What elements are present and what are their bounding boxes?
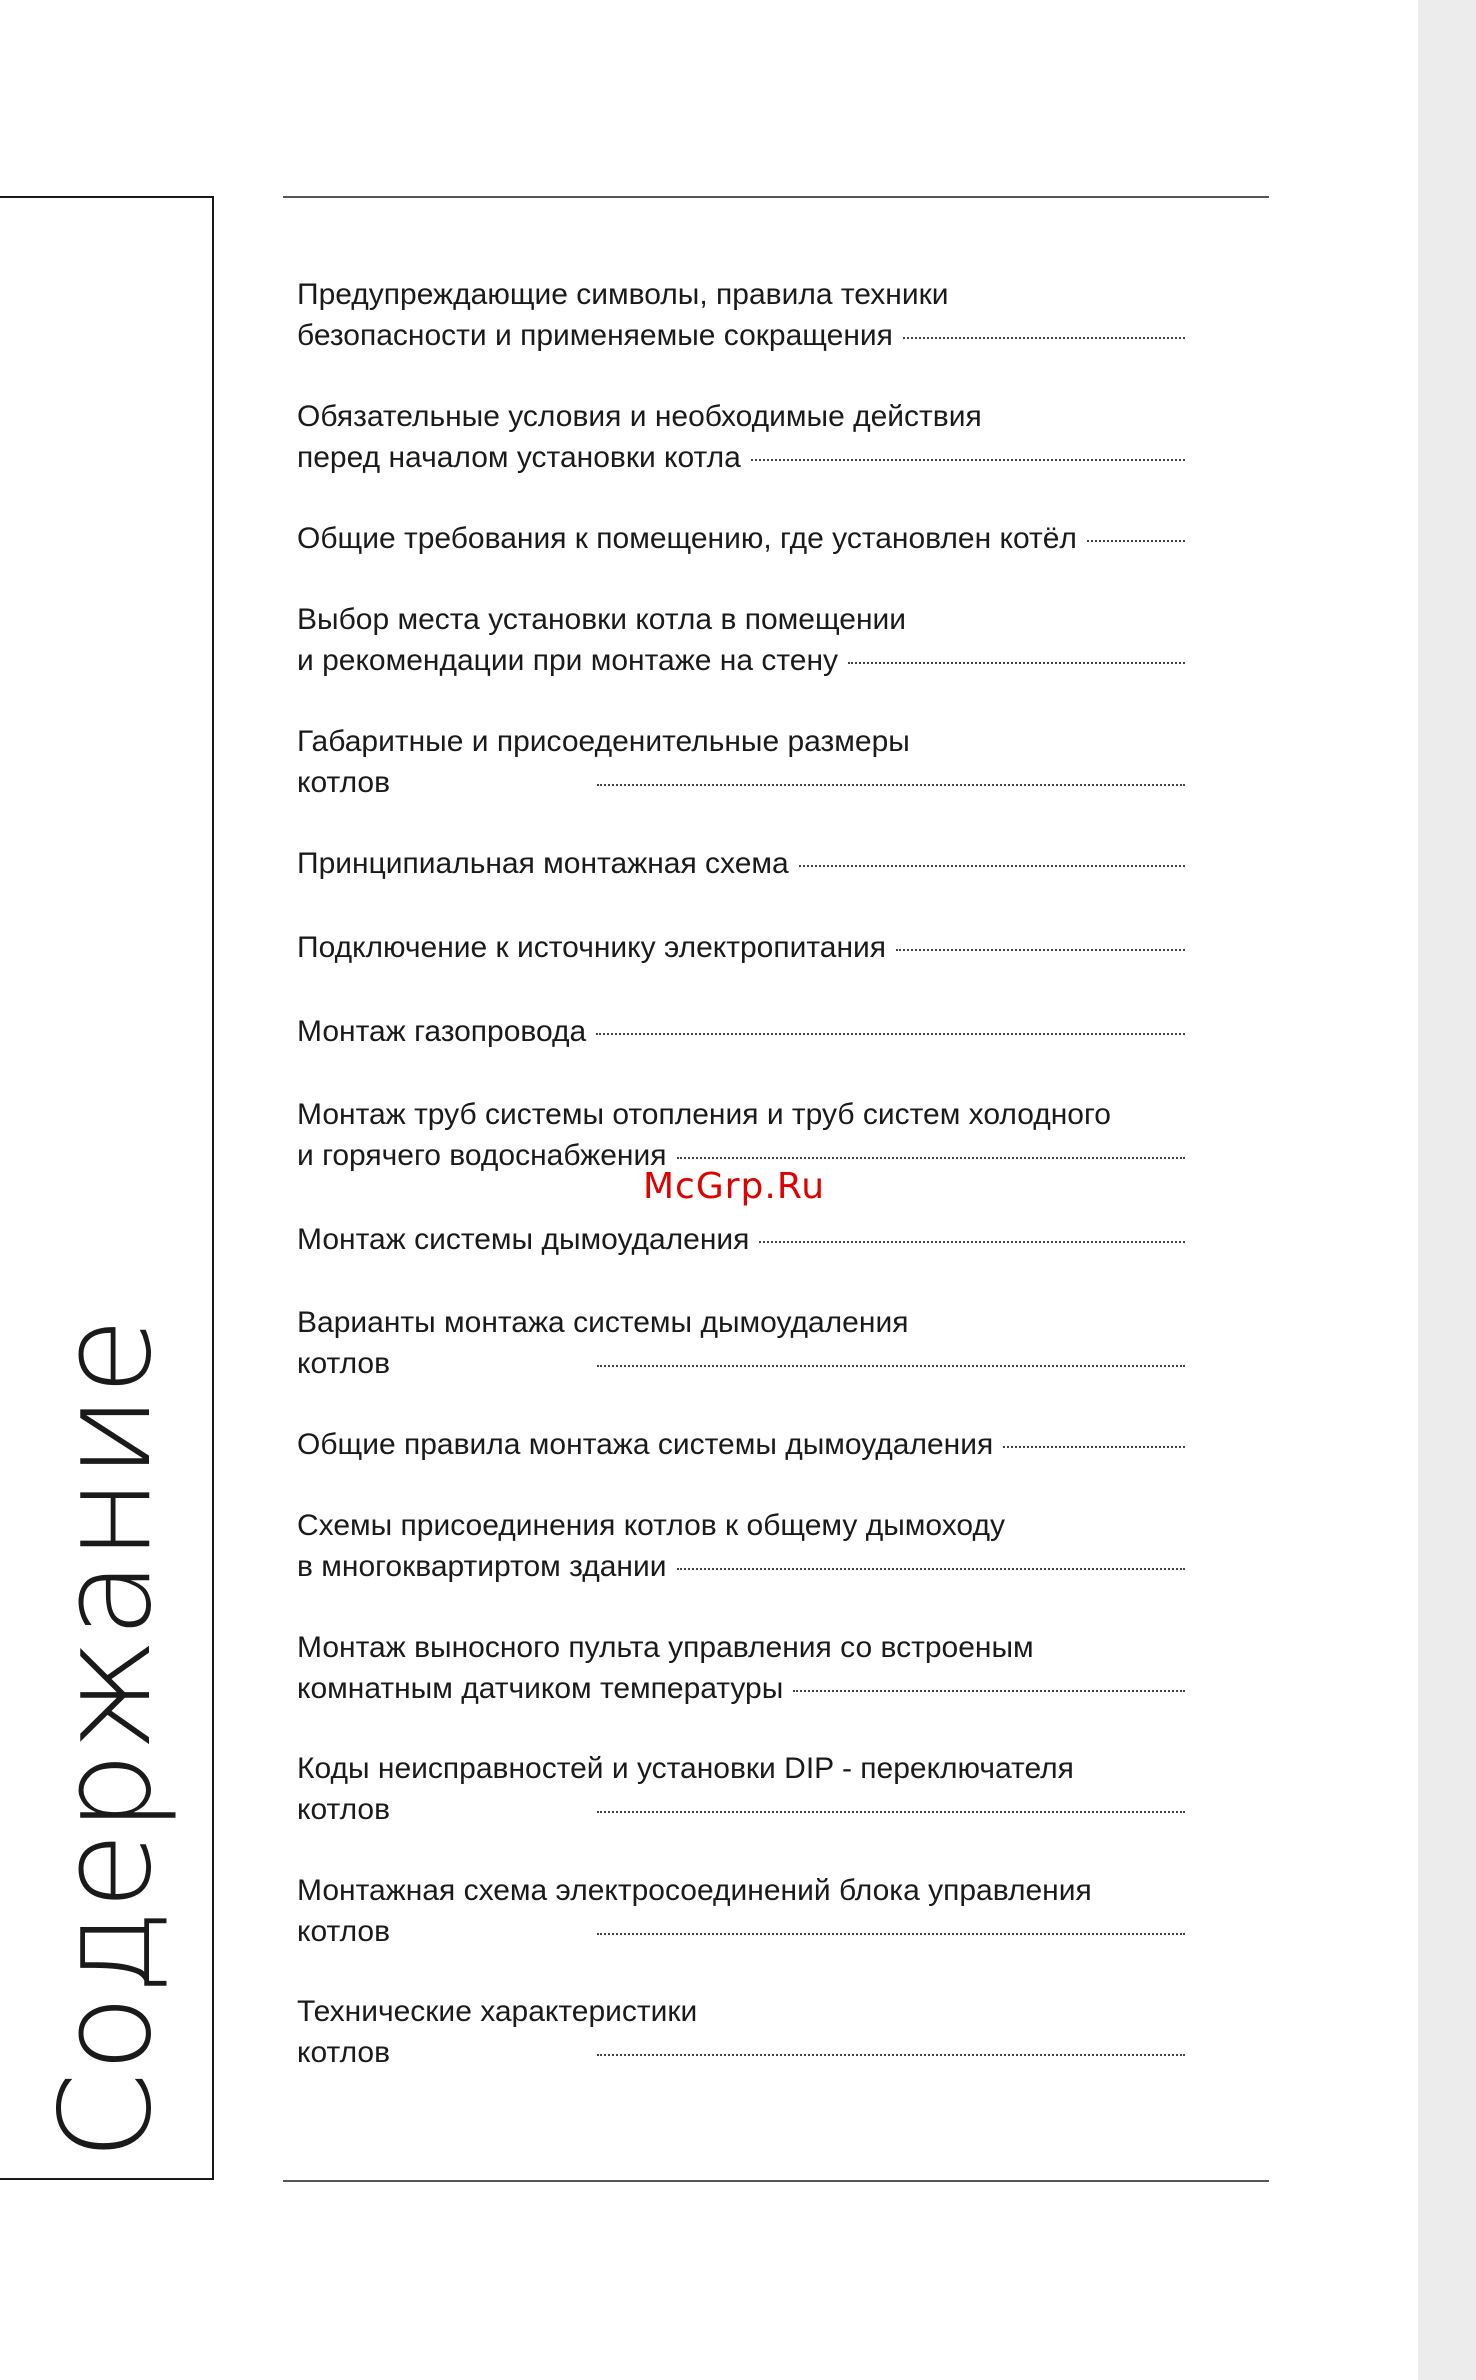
dot-leader [799,865,1185,867]
toc-entry-line: комнатным датчиком температуры [297,1672,784,1705]
dot-leader [1003,1446,1185,1448]
toc-entry-room-requirements[interactable] [297,518,1185,559]
toc-entry-line: котлов [297,766,391,799]
section-title-box [0,196,214,2180]
toc-entry-line: Габаритные и присоеденительные размеры [297,725,910,758]
toc-entry-line: Монтаж труб системы отопления и труб систем холодного [297,1098,1111,1131]
toc-entry-line: Монтаж выносного пульта управления со встроеным [297,1631,1034,1664]
dot-leader [597,784,1185,786]
watermark: McGrp.Ru [643,1166,826,1207]
toc-entry-line: Общие требования к помещению, где установлен котёл [297,522,1077,555]
section-title: Содержание [32,1317,179,2160]
dot-leader [597,2054,1185,2056]
bottom-rule [283,2180,1269,2182]
toc-entry-dimensions[interactable] [297,721,1185,803]
dot-leader [751,459,1185,461]
dot-leader [677,1568,1186,1570]
toc-entry-line: и горячего водоснабжения [297,1139,667,1172]
toc-entry-wiring-scheme[interactable] [297,1870,1185,1952]
toc-entry-line: Общие правила монтажа системы дымоудаления [297,1428,994,1461]
dot-leader [759,1241,1185,1243]
toc-entry-gas-pipe[interactable] [297,1011,1185,1052]
toc-entry-mounting-scheme[interactable] [297,843,1185,884]
dot-leader [677,1157,1185,1159]
toc-entry-flue-variants[interactable] [297,1302,1185,1384]
toc-entry-flue-mounting[interactable] [297,1219,1185,1260]
page-edge-strip [1418,0,1476,2380]
dot-leader [793,1690,1185,1692]
toc-entry-heating-pipes[interactable] [297,1094,1185,1176]
toc-entry-line: Принципиальная монтажная схема [297,847,789,880]
dot-leader [903,337,1185,339]
toc-entry-specifications[interactable] [297,1991,1185,2073]
toc-entry-line: котлов [297,2036,391,2069]
toc-entry-line: котлов [297,1347,391,1380]
toc-entry-power[interactable] [297,927,1185,968]
toc-entry-line: котлов [297,1793,391,1826]
toc-entry-line: Коды неисправностей и установки DIP - переключателя [297,1752,1074,1785]
dot-leader [1087,540,1185,542]
toc-entry-line: Монтаж газопровода [297,1015,587,1048]
toc-entry-line: котлов [297,1915,391,1948]
dot-leader [896,949,1185,951]
toc-entry-safety[interactable] [297,274,1185,356]
toc-entry-line: Схемы присоединения котлов к общему дымоходу [297,1509,1005,1542]
toc-entry-line: Монтаж системы дымоудаления [297,1223,750,1256]
toc-entry-line: в многоквартиртом здании [297,1550,667,1583]
top-rule [283,196,1269,198]
toc-entry-line: перед началом установки котла [297,441,741,474]
toc-entry-line: Монтажная схема электросоединений блока управления [297,1874,1092,1907]
toc-entry-line: Предупреждающие символы, правила техники [297,278,949,311]
toc-entry-fault-codes[interactable] [297,1748,1185,1830]
toc-entry-line: Обязательные условия и необходимые действия [297,400,982,433]
toc-entry-line: Варианты монтажа системы дымоудаления [297,1306,909,1339]
toc-entry-preconditions[interactable] [297,396,1185,478]
toc-entry-line: Технические характеристики [297,1995,698,2028]
toc-entry-line: Выбор места установки котла в помещении [297,603,907,636]
toc-entry-line: Подключение к источнику электропитания [297,931,887,964]
toc-entry-flue-rules[interactable] [297,1424,1185,1465]
toc-entry-remote-panel[interactable] [297,1627,1185,1709]
dot-leader [848,662,1185,664]
toc-entry-line: и рекомендации при монтаже на стену [297,644,839,677]
toc-entry-location[interactable] [297,599,1185,681]
dot-leader [596,1033,1185,1035]
dot-leader [597,1933,1185,1935]
dot-leader [597,1365,1185,1367]
dot-leader [597,1811,1185,1813]
toc-entry-common-chimney[interactable] [297,1505,1185,1587]
toc-entry-line: безопасности и применяемые сокращения [297,319,893,352]
